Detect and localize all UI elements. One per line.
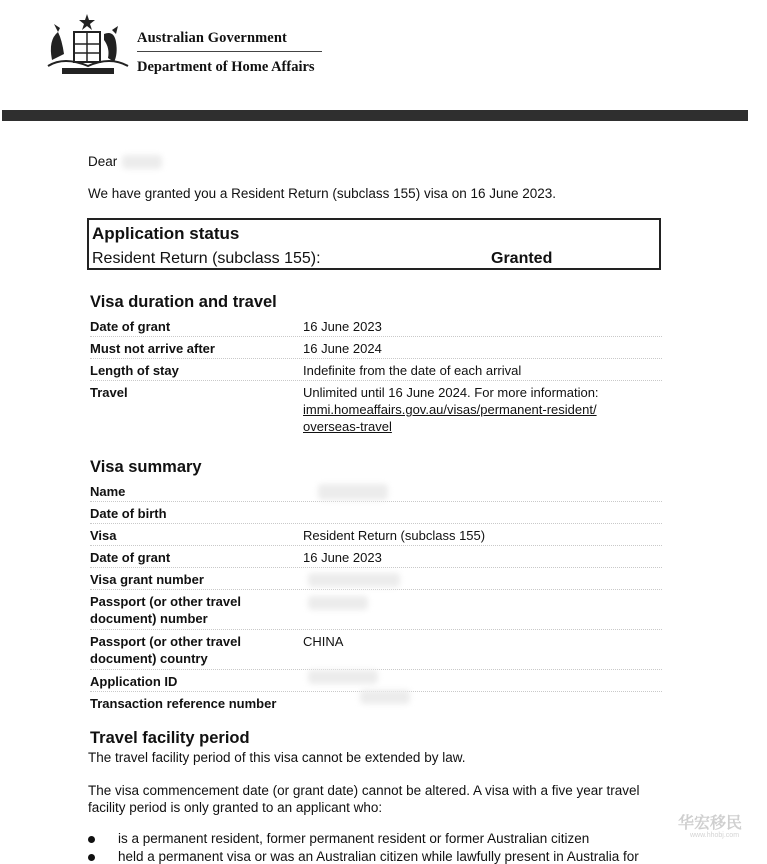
status-title: Application status bbox=[92, 224, 240, 243]
facility-paragraph-2: The visa commencement date (or grant date) cannot be altered. A visa with a five year travel facility period is only granted to an applicant who: bbox=[88, 783, 640, 815]
intro-text: We have granted you a Resident Return (subclass 155) visa on 16 June 2023. bbox=[88, 186, 557, 201]
redacted-value bbox=[308, 573, 400, 587]
redacted-value bbox=[318, 484, 388, 500]
row-label: Passport (or other travel document) country bbox=[90, 634, 241, 666]
department-name: Department of Home Affairs bbox=[137, 59, 315, 75]
row-value bbox=[303, 384, 633, 435]
row-value: Indefinite from the date of each arrival bbox=[303, 363, 522, 378]
row-label: Visa bbox=[90, 528, 117, 543]
row-value: 16 June 2023 bbox=[303, 319, 382, 334]
travel-link-continued[interactable]: overseas-travel bbox=[303, 419, 392, 434]
row-value: Resident Return (subclass 155) bbox=[303, 528, 486, 543]
travel-link[interactable]: immi.homeaffairs.gov.au/visas/permanent-resident/ bbox=[303, 402, 597, 417]
bullet-icon bbox=[88, 854, 95, 861]
duration-table bbox=[90, 315, 662, 439]
table-row bbox=[90, 590, 662, 630]
coat-of-arms-icon bbox=[44, 10, 132, 76]
travel-text: Unlimited until 16 June 2024. For more information: bbox=[303, 385, 599, 400]
redacted-value bbox=[308, 670, 378, 684]
table-row bbox=[90, 315, 662, 337]
row-label: Length of stay bbox=[90, 363, 179, 378]
facility-paragraph-1: The travel facility period of this visa cannot be extended by law. bbox=[88, 750, 466, 765]
bullet-icon bbox=[88, 836, 95, 843]
row-label: Must not arrive after bbox=[90, 341, 215, 356]
facility-title: Travel facility period bbox=[90, 729, 250, 747]
watermark: 华宏移民 bbox=[678, 815, 743, 832]
top-bar bbox=[2, 110, 748, 121]
header-divider bbox=[137, 51, 322, 52]
row-value: 16 June 2023 bbox=[303, 550, 382, 565]
summary-title: Visa summary bbox=[90, 458, 202, 476]
row-label: Date of birth bbox=[90, 506, 167, 521]
row-value: CHINA bbox=[303, 634, 344, 649]
redacted-value bbox=[308, 596, 368, 610]
table-row bbox=[90, 359, 662, 381]
row-value: 16 June 2024 bbox=[303, 341, 382, 356]
table-row bbox=[90, 337, 662, 359]
table-row bbox=[90, 630, 662, 670]
row-label: Visa grant number bbox=[90, 572, 204, 587]
watermark-url: www.hhobj.com bbox=[690, 832, 740, 839]
table-row bbox=[90, 546, 662, 568]
duration-title: Visa duration and travel bbox=[90, 293, 277, 311]
status-value: Granted bbox=[491, 250, 553, 267]
bullet-text: is a permanent resident, former permanent resident or former Australian citizen bbox=[118, 831, 590, 846]
greeting: Dear bbox=[88, 154, 118, 169]
row-label: Application ID bbox=[90, 674, 178, 689]
row-label: Passport (or other travel document) number bbox=[90, 594, 241, 626]
redacted-value bbox=[360, 690, 410, 704]
row-label: Date of grant bbox=[90, 550, 171, 565]
row-label: Transaction reference number bbox=[90, 696, 277, 711]
table-row bbox=[90, 524, 662, 546]
row-label: Travel bbox=[90, 385, 128, 400]
table-row bbox=[90, 381, 662, 439]
government-name: Australian Government bbox=[137, 30, 287, 46]
redacted-name bbox=[122, 155, 162, 169]
application-status-box bbox=[87, 218, 661, 270]
bullet-text: held a permanent visa or was an Australian citizen while lawfully present in Australia for bbox=[118, 849, 639, 864]
row-label: Name bbox=[90, 484, 126, 499]
row-label: Date of grant bbox=[90, 319, 171, 334]
letterhead bbox=[44, 10, 344, 80]
status-subclass: Resident Return (subclass 155): bbox=[92, 250, 321, 267]
table-row bbox=[90, 502, 662, 524]
